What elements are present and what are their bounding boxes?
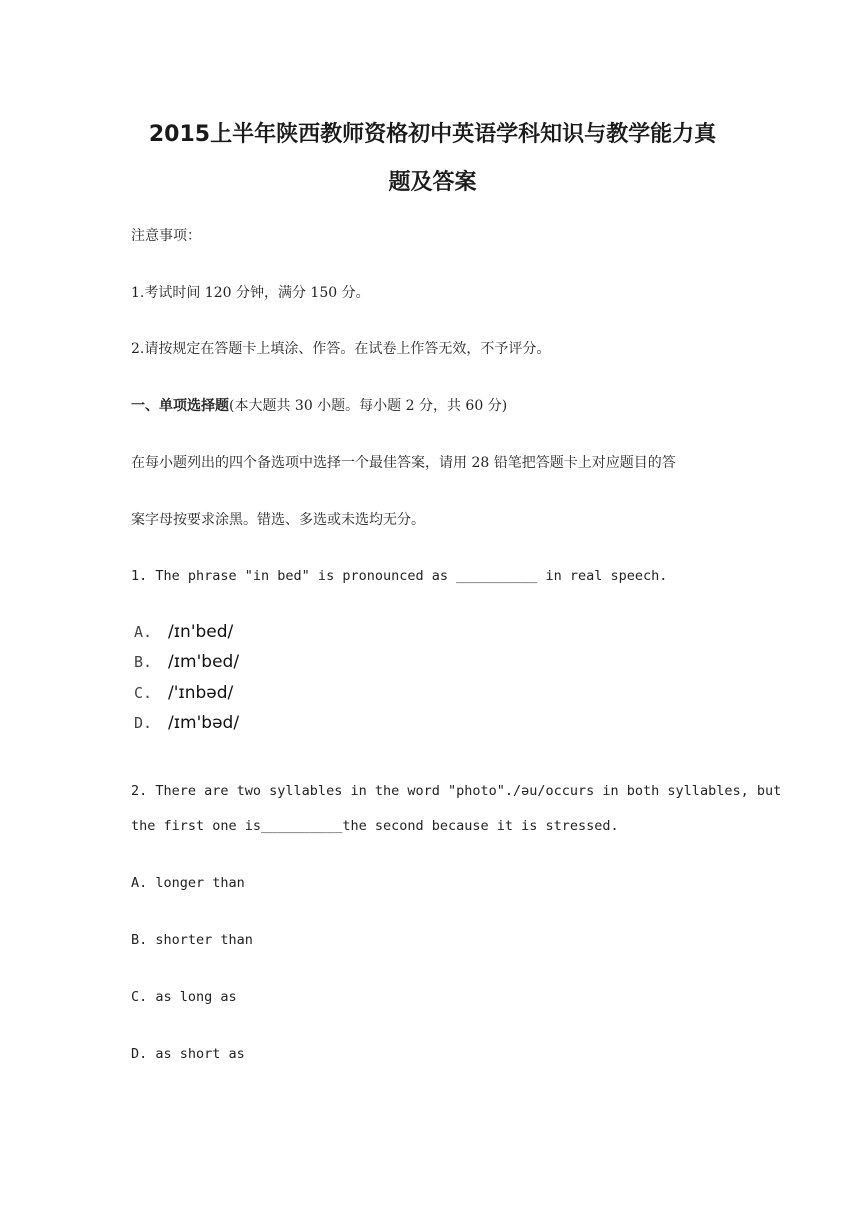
notice-item-1: 1.考试时间 120 分钟，满分 150 分。 [131, 285, 370, 301]
section-label: 一、单项选择题 [131, 398, 229, 414]
question-1-option-a [134, 622, 233, 641]
question-2-option-a: A. longer than [131, 875, 245, 891]
option-ipa: /'ɪnbəd/ [168, 683, 234, 703]
option-ipa: /ɪn'bed/ [168, 622, 234, 642]
notice-item-2: 2.请按规定在答题卡上填涂、作答。在试卷上作答无效，不予评分。 [131, 341, 551, 357]
question-1-option-b [134, 652, 239, 671]
option-letter: A. [134, 623, 153, 641]
question-2-stem-line-2: the first one is__________the second because it is stressed. [131, 818, 619, 834]
notice-heading: 注意事项： [131, 228, 201, 244]
question-2-option-c: C. as long as [131, 989, 237, 1005]
document-title-line-1: 2015上半年陕西教师资格初中英语学科知识与教学能力真 [148, 122, 717, 147]
question-2-option-b: B. shorter than [131, 932, 253, 948]
section-instruction-line-1: 在每小题列出的四个备选项中选择一个最佳答案，请用 28 铅笔把答题卡上对应题目的答 [131, 455, 676, 471]
option-ipa: /ɪm'bed/ [168, 652, 240, 672]
section-heading [131, 399, 507, 413]
question-1-stem: 1. The phrase "in bed" is pronounced as __________ in real speech. [131, 568, 668, 584]
question-1-option-c [134, 683, 233, 702]
question-2-stem-line-1: 2. There are two syllables in the word "photo"./əu/occurs in both syllables, but [131, 783, 782, 799]
option-letter: B. [134, 653, 153, 671]
document-title-line-2: 题及答案 [388, 170, 477, 195]
section-instruction-line-2: 案字母按要求涂黑。错选、多选或未选均无分。 [131, 512, 425, 528]
question-1-option-d [134, 713, 239, 732]
option-ipa: /ɪm'bəd/ [168, 713, 240, 733]
section-description: (本大题共 30 小题。每小题 2 分，共 60 分) [229, 398, 508, 414]
option-letter: D. [134, 714, 153, 732]
question-2-option-d: D. as short as [131, 1046, 245, 1062]
option-letter: C. [134, 684, 153, 702]
